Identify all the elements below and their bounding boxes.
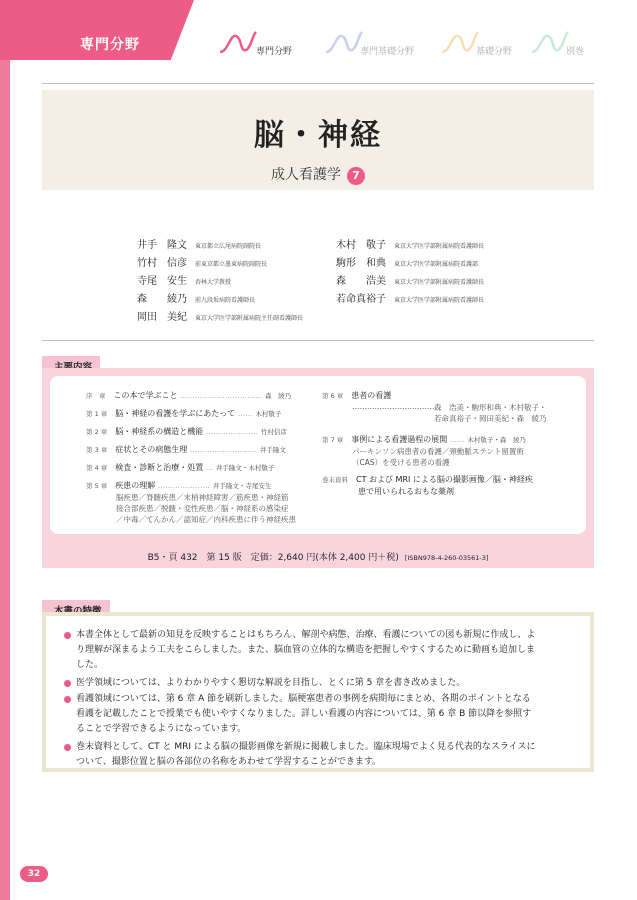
chapter-subtopics: パーキンソン病患者の看護／頸動脈ステント留置術 — [352, 447, 524, 456]
features-panel — [46, 616, 590, 768]
left-color-strip — [0, 0, 10, 900]
subtitle-text: 成人看護学 — [271, 167, 341, 183]
author-item: 森 綾乃 前九段坂病院看護師長 — [137, 294, 256, 305]
chapter-item: 巻末資料 CT および MRI による脳の撮影画像／脳・神経疾 — [322, 475, 533, 484]
swoosh-icon-kiso-senmon — [324, 30, 364, 56]
contents-panel — [50, 376, 586, 534]
title-box — [42, 90, 594, 190]
chapter-authors: 森 浩美・駒形和典・木村敬子・ — [434, 403, 547, 412]
top-rule — [42, 83, 594, 84]
feature-item: 看護領域については、第 6 章 A 節を刷新しました。脳梗塞患者の事例を病期毎にまとめ、各期のポイントとなる 看護を記載したことで授業でも使いやすくなりました。詳しい看護の内容については、第 6 章 B 節以降を参照す ることで学習できるようになっています。 — [76, 692, 531, 737]
chapter-authors: 若命真裕子・岡田美紀・森 綾乃 — [434, 414, 547, 423]
chapter-subtopics: ／中毒／てんかん／認知症／内科疾患に伴う神経疾患 — [116, 515, 296, 524]
chapter-item: 序 章 この本で学ぶこと …………………………… 森 綾乃 — [86, 391, 292, 400]
nav-tab-bekkan[interactable]: 別巻 — [566, 47, 585, 57]
bullet-icon — [64, 680, 71, 687]
author-item: 若命真裕子 東京大学医学部附属病院看護師長 — [336, 294, 485, 305]
chapter-item: 第 4 章 検査・診断と治療・処置 … 井手隆文・木村敬子 — [86, 463, 275, 472]
feature-item: 本書全体として最新の知見を反映することはもちろん、解剖や病態、治療、看護についての図も新規に作成し、よ り理解が深まるよう工夫をこらしました。また、脳血管の立体的な構造を把握しやすくするために動画も追加しま した。 — [76, 628, 535, 673]
swoosh-icon-bekkan — [530, 30, 570, 56]
chapter-item: 第 2 章 脳・神経系の構造と機能 ………………… 竹村信彦 — [86, 427, 287, 436]
nav-tab-kiso[interactable]: 基礎分野 — [476, 47, 513, 57]
nav-tab-senmon[interactable]: 専門分野 — [256, 47, 293, 57]
chapter-subtopics: 接合部疾患／脱髄・変性疾患／脳・神経系の感染症 — [116, 504, 289, 513]
swoosh-icon-senmon — [218, 30, 258, 56]
author-item: 井手 隆文 東京都立広尾病院副院長 — [137, 240, 262, 251]
book-subtitle — [42, 164, 594, 185]
book-title: 脳・神経 — [254, 118, 382, 153]
chapter-subtopics: 脳疾患／脊髄疾患／末梢神経障害／筋疾患・神経筋 — [116, 493, 289, 502]
author-item: 竹村 信彦 前東京都立墨東病院副院長 — [137, 258, 268, 269]
feature-item: 医学領域については、よりわかりやすく懇切な解説を目指し、とくに第 5 章を書き改めました。 — [76, 676, 465, 691]
chapter-item: 第 7 章 事例による看護過程の展開 …… 木村敬子・森 綾乃 — [322, 435, 526, 444]
bullet-icon — [64, 744, 71, 751]
chapter-dots: …………………………… — [352, 402, 435, 411]
author-item: 寺尾 安生 杏林大学教授 — [137, 276, 232, 287]
section-label: 専門分野 — [80, 37, 140, 53]
feature-item: 巻末資料として、CT と MRI による脳の撮影画像を新規に掲載しました。臨床現場でよく見る代表的なスライスに ついて、撮影位置と脳の各部位の名称をあわせて学習することができます。 — [76, 740, 536, 770]
chapter-item: 第 3 章 症状とその病態生理 ……………………… 井手隆文 — [86, 445, 286, 454]
author-item: 駒形 和典 東京大学医学部附属病院看護部 — [336, 258, 479, 269]
contents-box — [42, 368, 594, 568]
chapter-item: 第 1 章 脳・神経の看護を学ぶにあたって …… 木村敬子 — [86, 409, 282, 418]
mid-rule — [42, 340, 594, 341]
author-item: 木村 敬子 東京大学医学部附属病院看護師長 — [336, 240, 485, 251]
author-item: 岡田 美紀 東京大学医学部附属病院主任副看護師長 — [137, 312, 304, 323]
chapter-subtopics: （CAS）を受ける患者の看護 — [352, 458, 450, 467]
nav-tab-kiso-senmon[interactable]: 専門基礎分野 — [360, 47, 415, 57]
bullet-icon — [64, 696, 71, 703]
chapter-item: 第 5 章 疾患の理解 ………………… 井手隆文・寺尾安生 — [86, 481, 272, 490]
price-line: B5・頁 432 第 15 版 定価：2,640 円(本体 2,400 円＋税) [ISBN978-4-260-03561-3] — [147, 553, 489, 563]
features-box — [42, 612, 594, 772]
chapter-item-cont: 患で用いられるおもな薬剤 — [358, 487, 454, 496]
chapter-item: 第 6 章 患者の看護 — [322, 391, 392, 400]
swoosh-icon-kiso — [440, 30, 480, 56]
volume-badge: 7 — [347, 167, 365, 185]
bullet-icon — [64, 632, 71, 639]
author-item: 森 浩美 東京大学医学部附属病院看護師長 — [336, 276, 485, 287]
page-number: 32 — [20, 866, 48, 882]
